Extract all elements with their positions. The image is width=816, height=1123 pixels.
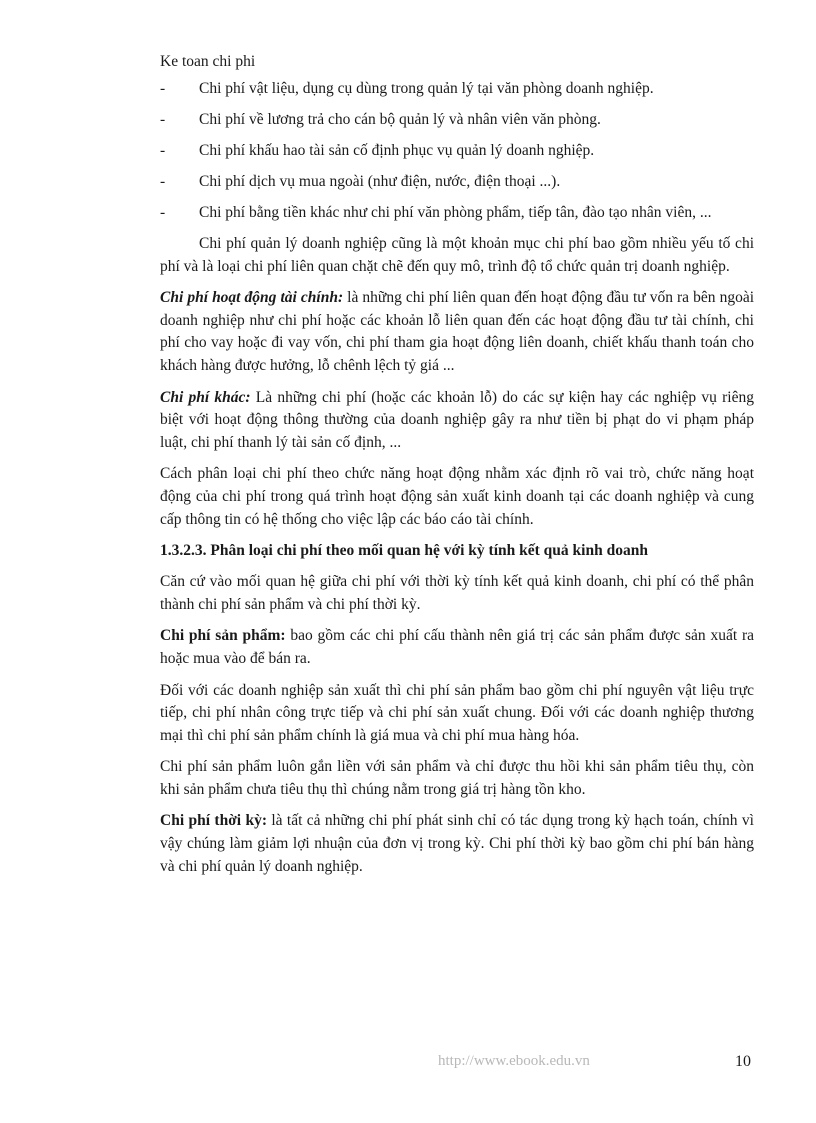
document-page [160,52,754,887]
list-item [160,109,754,131]
definition-period-cost: là tất cả những chi phí phát sinh chỉ có tác dụng trong kỳ hạch toán, chính vì vậy chúng làm giảm lợi nhuận của đơn vị trong kỳ. Chi phí thời kỳ bao gồm chi phí bán hàng và chi phí quản lý doanh nghiệp. [160,812,754,875]
dash-marker: - [160,80,166,97]
paragraph-period-cost [160,810,754,878]
term-product-cost: Chi phí sản phẩm: [160,627,286,645]
term-financial-cost: Chi phí hoạt động tài chính: [160,289,344,307]
paragraph-basis: Căn cứ vào mối quan hệ giữa chi phí với thời kỳ tính kết quả kinh doanh, chi phí có thể phân thành chi phí sản phẩm và chi phí thời kỳ. [160,573,754,613]
dash-marker: - [160,204,166,221]
list-item-text: Chi phí dịch vụ mua ngoài (như điện, nước, điện thoại ...). [199,173,561,190]
list-item-text: Chi phí về lương trả cho cán bộ quản lý và nhân viên văn phòng. [199,111,601,128]
paragraph-manufacturing: Đối với các doanh nghiệp sản xuất thì chi phí sản phẩm bao gồm chi phí nguyên vật liệu trực tiếp, chi phí nhân công trực tiếp và chi phí sản xuất chung. Đối với các doanh nghiệp thương mại thì chi phí sản phẩm chính là giá mua và chi phí mua hàng hóa. [160,681,754,744]
term-other-cost: Chi phí khác: [160,388,251,406]
dash-marker: - [160,173,166,190]
term-period-cost: Chi phí thời kỳ: [160,812,267,830]
definition-other-cost: Là những chi phí (hoặc các khoản lỗ) do các sự kiện hay các nghiệp vụ riêng biệt với hoạt động thông thường của doanh nghiệp gây ra như tiền bị phạt do vi phạm pháp luật, chi phí thanh lý tài sản cố định, ... [160,388,754,451]
list-item-text: Chi phí vật liệu, dụng cụ dùng trong quản lý tại văn phòng doanh nghiệp. [199,80,654,97]
paragraph-other-cost [160,387,754,455]
definition-financial-cost: là những chi phí liên quan đến hoạt động đầu tư vốn ra bên ngoài doanh nghiệp như chi phí hoặc các khoản lỗ liên quan đến các hoạt động đầu tư tài chính, chi phí cho vay hoặc đi vay vốn, chi phí tham gia hoạt động liên doanh, chiết khấu thanh toán cho khách hàng được hưởng, lỗ chênh lệch tỷ giá ... [160,289,755,374]
list-item-text: Chi phí khấu hao tài sản cố định phục vụ quản lý doanh nghiệp. [199,142,595,159]
paragraph-financial-cost [160,287,754,377]
page-number: 10 [735,1053,751,1070]
paragraph-product-cost [160,625,754,670]
running-header: Ke toan chi phi [160,53,256,70]
dash-marker: - [160,142,166,159]
paragraph-admin-cost: Chi phí quản lý doanh nghiệp cũng là một khoản mục chi phí bao gồm nhiều yếu tố chi phí và là loại chi phí liên quan chặt chẽ đến quy mô, trình độ tổ chức quản trị doanh nghiệp. [160,235,754,275]
paragraph-classification: Cách phân loại chi phí theo chức năng hoạt động nhằm xác định rõ vai trò, chức năng hoạt động của chi phí trong quá trình hoạt động sản xuất kinh doanh tại các doanh nghiệp và cung cấp thông tin có hệ thống cho việc lập các báo cáo tài chính. [160,465,754,528]
list-item-text: Chi phí bằng tiền khác như chi phí văn phòng phẩm, tiếp tân, đào tạo nhân viên, ... [199,204,712,221]
list-item [160,171,754,193]
paragraph-inventory: Chi phí sản phẩm luôn gắn liền với sản phẩm và chỉ được thu hồi khi sản phẩm tiêu thụ, còn khi sản phẩm chưa tiêu thụ thì chúng nằm trong giá trị hàng tồn kho. [160,758,754,798]
dash-marker: - [160,111,166,128]
expense-bullet-list [160,78,754,224]
definition-product-cost: bao gồm các chi phí cấu thành nên giá trị các sản phẩm được sản xuất ra hoặc mua vào để bán ra. [160,627,754,667]
list-item [160,202,754,224]
list-item [160,78,754,100]
list-item [160,140,754,162]
page-footer [0,1053,816,1077]
section-heading: 1.3.2.3. Phân loại chi phí theo mối quan hệ với kỳ tính kết quả kinh doanh [160,542,648,560]
footer-url: http://www.ebook.edu.vn [438,1053,590,1069]
